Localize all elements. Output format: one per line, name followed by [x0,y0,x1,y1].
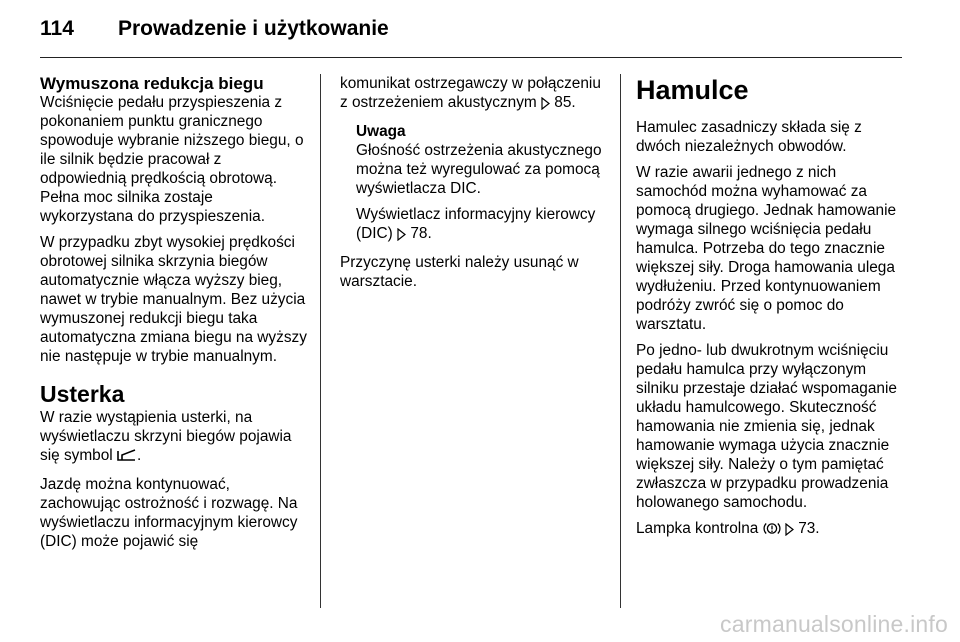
page-number: 114 [40,17,74,40]
note-paragraph-2 [356,205,608,246]
note-page-ref[interactable]: 78. [410,225,432,242]
column-divider-2 [620,74,621,608]
heading-brakes: Hamulce [636,75,749,105]
heading-fault: Usterka [40,381,125,407]
column-1 [40,74,308,558]
fault-text-after: . [136,447,142,464]
warning-page-ref[interactable]: 85. [554,94,576,111]
paragraph-repair: Przyczynę usterki należy usunąć w warsztacie. [340,254,579,290]
heading-forced-downshift: Wymuszona redukcja biegu [40,74,264,93]
watermark: carmanualsonline.info [720,611,948,637]
note-title: Uwaga [356,123,406,140]
page-header [40,14,920,58]
page-reference-arrow-icon [397,227,406,246]
paragraph-brakes-2: W razie awarii jednego z nich samochód można wyhamować za pomocą drugiego. Jednak hamowanie wymaga silnego wciśnięcia pedału hamulca. Potrzeba do tego znacznie większej siły. Droga hamowania ulega wydłużeniu. Przed kontynuowaniem podróży zwróć się o pomoc do warsztatu. [636,164,897,333]
header-divider [40,57,902,58]
column-divider-1 [320,74,321,608]
paragraph-brakes-1: Hamulec zasadniczy składa się z dwóch niezależnych obwodów. [636,119,862,155]
paragraph-warning [340,74,608,115]
paragraph-brakes-3: Po jedno- lub dwukrotnym wciśnięciu pedału hamulca przy wyłączonym silniku przestaje działać wspomaganie układu hamulcowego. Skuteczność hamowania nie zmienia się, jednak hamowanie wymaga użycia znacznie większej siły. Należy o tym pamiętać zwłaszcza w przypadku prowadzenia holowanego samochodu. [636,342,897,511]
paragraph-forced-1: Wciśnięcie pedału przyspieszenia z pokonaniem punktu granicznego spowoduje wybranie niższego biegu, o ile silnik będzie pracował z odpowiednią prędkością obrotową. Pełna moc silnika zostaje wykorzystana do przyspieszenia. [40,94,304,225]
page-reference-arrow-icon [785,522,794,541]
note-dic-text: Wyświetlacz informacyjny kierowcy (DIC) [356,206,596,242]
paragraph-forced-2: W przypadku zbyt wysokiej prędkości obrotowej silnika skrzynia biegów automatycznie włącza wyższy bieg, nawet w trybie manualnym. Bez użycia wymuszonej redukcji biegu taka automatyczna zmiana biegu na wyższy nie następuje w trybie manualnym. [40,234,307,365]
column-2 [340,74,608,298]
paragraph-fault-2: Jazdę można kontynuować, zachowując ostrożność i rozwagę. Na wyświetlaczu informacyjnym kierowcy (DIC) może pojawić się [40,476,298,550]
warning-lamp-text: Lampka kontrolna [636,520,759,537]
paragraph-brakes-4 [636,519,906,541]
warning-lamp-page-ref[interactable]: 73. [798,520,820,537]
brake-warning-lamp-icon [763,521,781,541]
page-reference-arrow-icon [541,96,550,115]
paragraph-fault-1 [40,408,308,468]
gearbox-fault-symbol-icon [117,447,137,468]
note-box [356,122,608,246]
fault-text-before: W razie wystąpienia usterki, na wyświetlaczu skrzyni biegów pojawia się symbol [40,409,292,464]
warning-text: komunikat ostrzegawczy w połączeniu z ostrzeżeniem akustycznym [340,75,601,111]
column-3 [636,74,906,548]
note-paragraph-1: Głośność ostrzeżenia akustycznego można też wyregulować za pomocą wyświetlacza DIC. [356,142,602,197]
page-title: Prowadzenie i użytkowanie [118,17,389,40]
